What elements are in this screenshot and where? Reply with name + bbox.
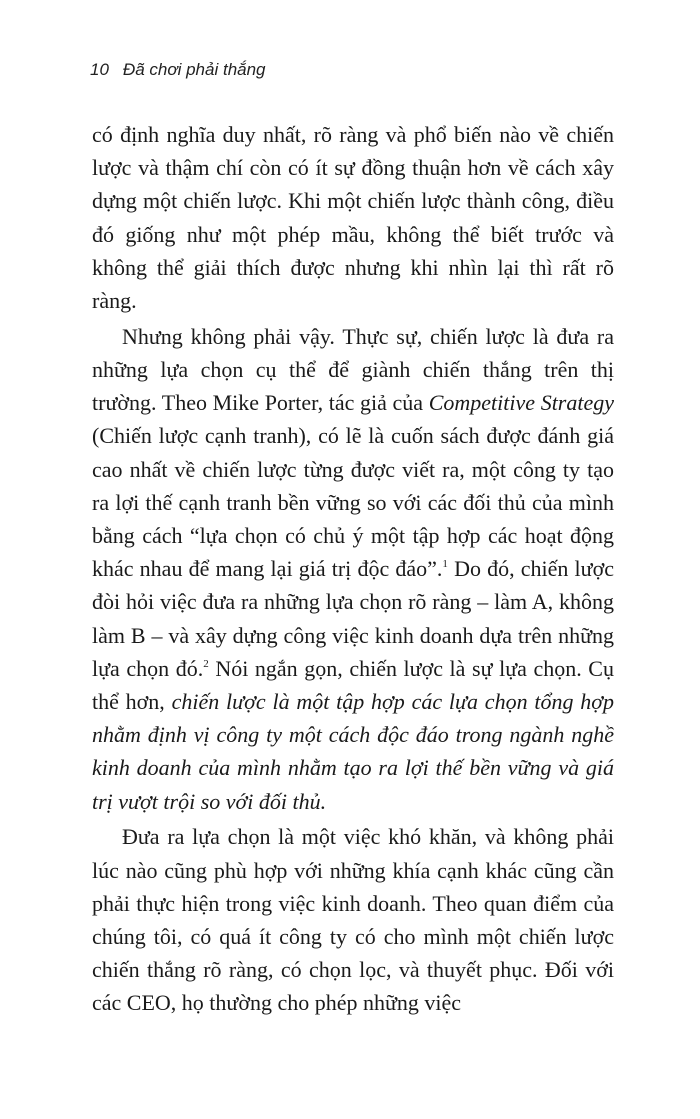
- running-title: Đã chơi phải thắng: [122, 60, 266, 79]
- paragraph-2-text-4: Nói ngắn gọn, chiến lược là sự lựa chọn. Cụ thể hơn,: [92, 655, 614, 715]
- paragraph-2-text-3: Do đó, chiến lược đòi hỏi việc đưa ra những lựa chọn rõ ràng – làm A, không làm B – và xây dựng công việc kinh doanh dựa trên những lựa chọn đó.: [92, 556, 614, 681]
- footnote-marker-1: 1: [442, 558, 448, 571]
- paragraph-3: Đưa ra lựa chọn là một việc khó khăn, và không phải lúc nào cũng phù hợp với những khía cạnh khác cũng cần phải thực hiện trong việc kinh doanh. Theo quan điểm của chúng tôi, có quá ít công ty có cho mình một chiến lược chiến thắng rõ ràng, có chọn lọc, và thuyết phục. Đối với các CEO, họ thường cho phép những việc: [92, 824, 614, 1016]
- running-header: [90, 60, 266, 80]
- book-title: Competitive Strategy: [428, 390, 615, 416]
- paragraph-2-text-1: Nhưng không phải vậy. Thực sự, chiến lược là đưa ra những lựa chọn cụ thể để giành chiến thắng trên thị trường. Theo Mike Porter, tác giả của: [92, 323, 614, 416]
- body-text: [92, 118, 614, 1020]
- footnote-marker-2: 2: [203, 657, 209, 670]
- paragraph-2: [92, 320, 614, 818]
- paragraph-2-text-2: (Chiến lược cạnh tranh), có lẽ là cuốn sách được đánh giá cao nhất về chiến lược từng được viết ra, một công ty tạo ra lợi thế cạnh tranh bền vững so với các đối thủ của mình bằng cách “lựa chọn có chủ ý một tập hợp các hoạt động khác nhau để mang lại giá trị độc đáo”.: [92, 423, 614, 582]
- strategy-definition: chiến lược là một tập hợp các lựa chọn tổng hợp nhằm định vị công ty một cách độc đáo trong ngành nghề kinh doanh của mình nhằm tạo ra lợi thế bền vững và giá trị vượt trội so với đối thủ.: [92, 689, 615, 814]
- page-number: 10: [90, 60, 109, 79]
- paragraph-1: có định nghĩa duy nhất, rõ ràng và phổ biến nào về chiến lược và thậm chí còn có ít sự đồng thuận hơn về cách xây dựng một chiến lược. Khi một chiến lược thành công, điều đó giống như một phép mầu, không thể biết trước và không thể giải thích được nhưng khi nhìn lại thì rất rõ ràng.: [92, 122, 614, 314]
